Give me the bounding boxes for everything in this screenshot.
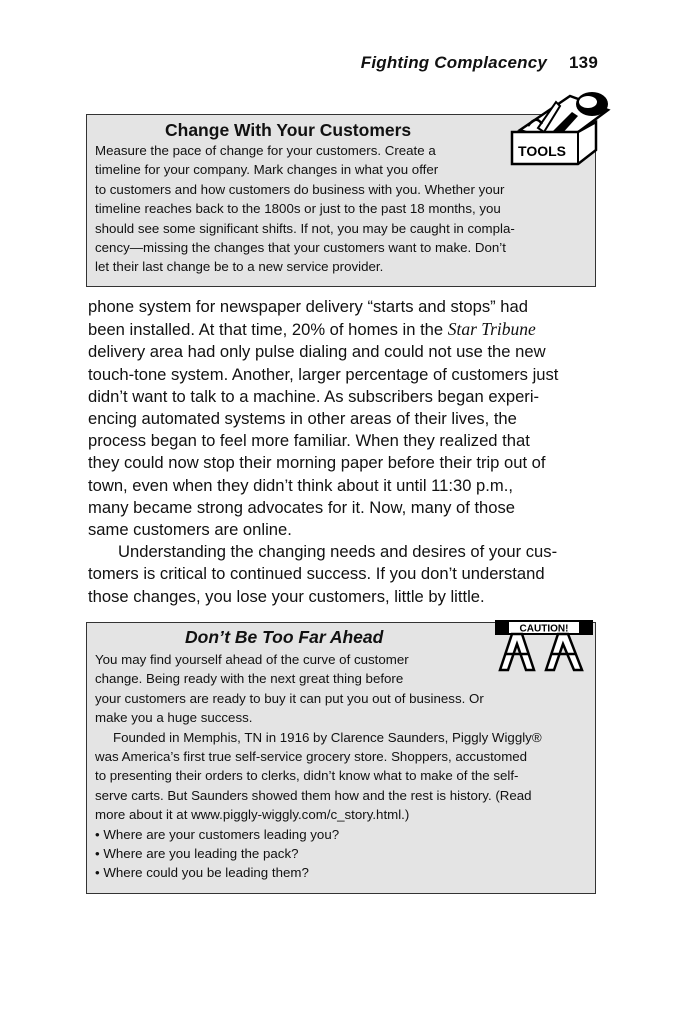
tools-icon-label: TOOLS — [518, 143, 566, 159]
sidebar-line: let their last change be to a new service provider. — [95, 259, 384, 275]
sidebar-line: should see some significant shifts. If not, you may be caught in compla- — [95, 220, 515, 236]
body-line: process began to feel more familiar. When they realized that — [88, 431, 530, 451]
chapter-title: Fighting Complacency — [360, 53, 548, 72]
sidebar-line: to customers and how customers do business with you. Whether your — [95, 181, 505, 197]
body-text — [88, 296, 558, 608]
sidebar-line: Measure the pace of change for your customers. Create a — [95, 143, 436, 158]
sidebar-line: timeline reaches back to the 1800s or just to the past 18 months, you — [95, 201, 501, 217]
body-line: delivery area had only pulse dialing and could not use the new — [88, 342, 546, 362]
body-line: phone system for newspaper delivery “starts and stops” had — [88, 297, 528, 316]
tools-toolbox-icon — [508, 88, 614, 166]
sidebar-title: Don’t Be Too Far Ahead — [185, 627, 384, 647]
newspaper-name: Star Tribune — [447, 319, 536, 340]
sidebar-line: change. Being ready with the next great thing before — [95, 671, 404, 687]
sidebar-text — [95, 141, 515, 277]
body-line: many became strong advocates for it. Now, many of those — [88, 497, 516, 517]
bullet-item: • Where are your customers leading you? — [95, 826, 340, 842]
body-line: been installed. At that time, 20% of homes in the Star Tribune — [88, 319, 536, 340]
bullet-item: • Where are you leading the pack? — [95, 846, 299, 862]
body-line: didn’t want to talk to a machine. As subscribers began experi- — [88, 386, 540, 406]
sidebar-line: was America’s first true self-service grocery store. Shoppers, accustomed — [95, 749, 528, 765]
body-line: they could now stop their morning paper before their trip out of — [88, 453, 546, 473]
sidebar-line: more about it at www.piggly-wiggly.com/c_story.html.) — [95, 807, 410, 823]
sidebar-line: serve carts. But Saunders showed them how and the rest is history. (Read — [95, 787, 532, 803]
sidebar-line: You may find yourself ahead of the curve of customer — [95, 652, 409, 667]
sidebar-line: make you a huge success. — [95, 710, 253, 726]
sidebar-text — [95, 650, 542, 883]
bullet-item: • Where could you be leading them? — [95, 865, 309, 881]
sidebar-line: Founded in Memphis, TN in 1916 by Clarence Saunders, Piggly Wiggly® — [113, 729, 542, 745]
running-head — [361, 53, 598, 73]
body-line: those changes, you lose your customers, little by little. — [88, 586, 485, 606]
body-line: tomers is critical to continued success. If you don’t understand — [88, 564, 545, 584]
caution-icon-label: CAUTION! — [519, 623, 569, 635]
caution-sign-icon — [494, 620, 594, 672]
body-line: same customers are online. — [88, 520, 292, 540]
page-number: 139 — [569, 53, 598, 72]
body-line: Understanding the changing needs and desires of your cus- — [118, 542, 558, 562]
sidebar-line: timeline for your company. Mark changes in what you offer — [95, 162, 439, 178]
body-line: encing automated systems in other areas of their lives, the — [88, 409, 517, 429]
sidebar-line: to presenting their orders to clerks, didn’t know what to make of the self- — [95, 768, 519, 784]
sidebar-line: your customers are ready to buy it can put you out of business. Or — [95, 690, 484, 706]
body-line: town, even when they didn’t think about it until 11:30 p.m., — [88, 475, 513, 495]
sidebar-line: cency—missing the changes that your customers want to make. Don’t — [95, 240, 506, 256]
sidebar-title: Change With Your Customers — [165, 120, 412, 140]
body-line: touch-tone system. Another, larger percentage of customers just — [88, 364, 559, 384]
